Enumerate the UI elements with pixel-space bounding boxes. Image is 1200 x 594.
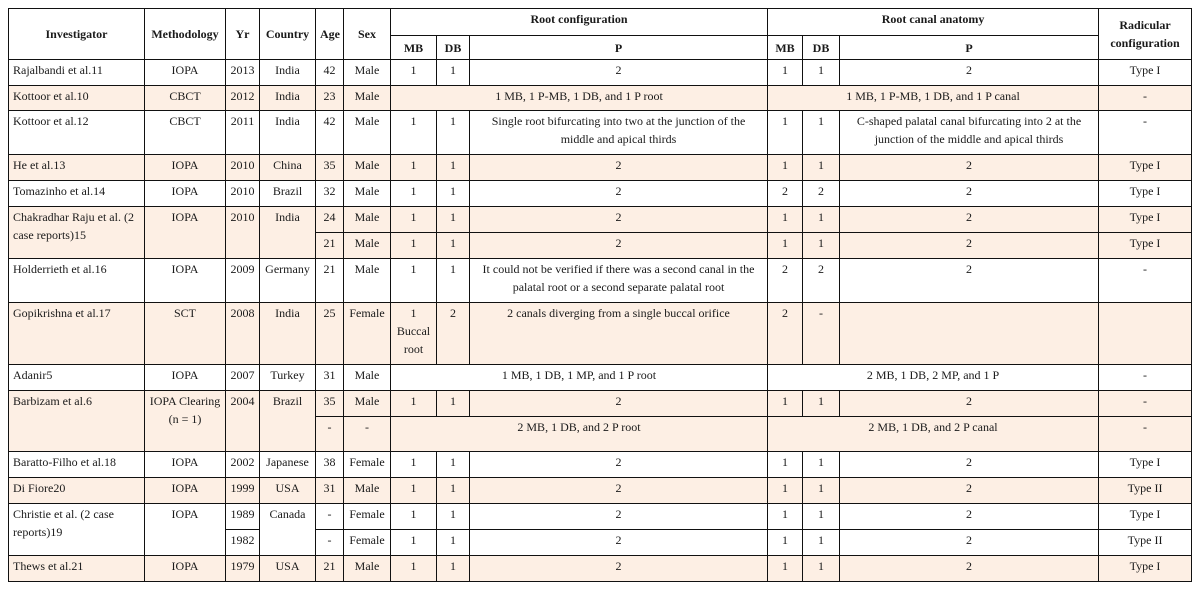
canal-db-cell: 1 — [803, 478, 840, 504]
header-root-canal-anatomy: Root canal anatomy — [768, 9, 1099, 36]
year-cell: 2007 — [226, 365, 260, 391]
radicular-cell: - — [1099, 111, 1192, 155]
canal-db-cell: 1 — [803, 155, 840, 181]
root-p-cell: 2 — [470, 233, 768, 259]
root-p-cell: It could not be verified if there was a second canal in the palatal root or a second separate palatal root — [470, 259, 768, 303]
header-methodology: Methodology — [145, 9, 226, 60]
sex-cell: Female — [344, 452, 391, 478]
sex-cell: Male — [344, 556, 391, 582]
canal-db-cell: 1 — [803, 207, 840, 233]
root-p-cell: 2 — [470, 452, 768, 478]
year-cell: 2011 — [226, 111, 260, 155]
root-db-cell: 2 — [437, 303, 470, 365]
age-cell: 25 — [316, 303, 344, 365]
year-cell: 1999 — [226, 478, 260, 504]
canal-mb-cell: 1 — [768, 155, 803, 181]
country-cell: Canada — [260, 504, 316, 556]
investigator-cell: Di Fiore20 — [9, 478, 145, 504]
canal-p-cell — [840, 303, 1099, 365]
subheader-root-db: DB — [437, 36, 470, 60]
radicular-cell — [1099, 303, 1192, 365]
header-sex: Sex — [344, 9, 391, 60]
radicular-cell: Type I — [1099, 233, 1192, 259]
table-row — [9, 391, 1192, 417]
canal-p-cell: 2 — [840, 391, 1099, 417]
root-db-cell: 1 — [437, 391, 470, 417]
root-db-cell: 1 — [437, 452, 470, 478]
investigator-cell: Adanir5 — [9, 365, 145, 391]
canal-p-cell: 2 — [840, 556, 1099, 582]
subheader-canal-db: DB — [803, 36, 840, 60]
country-cell: Germany — [260, 259, 316, 303]
canal-p-cell: 2 — [840, 207, 1099, 233]
root-configuration-merged-cell: 1 MB, 1 P-MB, 1 DB, and 1 P root — [391, 86, 768, 111]
canal-db-cell: 2 — [803, 181, 840, 207]
year-cell: 2012 — [226, 86, 260, 111]
age-cell: 32 — [316, 181, 344, 207]
canal-p-cell: 2 — [840, 181, 1099, 207]
canal-p-cell: 2 — [840, 259, 1099, 303]
sex-cell: Male — [344, 391, 391, 417]
root-mb-cell: 1 — [391, 452, 437, 478]
year-cell: 1982 — [226, 530, 260, 556]
root-mb-cell: 1 — [391, 207, 437, 233]
age-cell: 35 — [316, 155, 344, 181]
investigator-cell: Chakradhar Raju et al. (2 case reports)15 — [9, 207, 145, 259]
methodology-cell: IOPA — [145, 452, 226, 478]
root-db-cell: 1 — [437, 233, 470, 259]
root-mb-cell: 1 — [391, 556, 437, 582]
investigator-cell: Tomazinho et al.14 — [9, 181, 145, 207]
root-p-cell: 2 — [470, 181, 768, 207]
radicular-cell: Type I — [1099, 60, 1192, 86]
country-cell: India — [260, 111, 316, 155]
root-mb-cell: 1 — [391, 259, 437, 303]
age-cell: 35 — [316, 391, 344, 417]
radicular-cell: Type II — [1099, 530, 1192, 556]
canal-mb-cell: 1 — [768, 207, 803, 233]
header-root-configuration: Root configuration — [391, 9, 768, 36]
country-cell: Turkey — [260, 365, 316, 391]
header-country: Country — [260, 9, 316, 60]
table-row — [9, 111, 1192, 155]
radicular-cell: Type I — [1099, 504, 1192, 530]
canal-mb-cell: 1 — [768, 60, 803, 86]
header-year: Yr — [226, 9, 260, 60]
country-cell: China — [260, 155, 316, 181]
canal-mb-cell: 2 — [768, 181, 803, 207]
investigator-cell: Barbizam et al.6 — [9, 391, 145, 452]
country-cell: India — [260, 303, 316, 365]
root-configuration-merged-cell: 2 MB, 1 DB, and 2 P root — [391, 417, 768, 452]
root-db-cell: 1 — [437, 207, 470, 233]
year-cell: 1989 — [226, 504, 260, 530]
canal-anatomy-merged-cell: 2 MB, 1 DB, 2 MP, and 1 P — [768, 365, 1099, 391]
year-cell: 2010 — [226, 181, 260, 207]
root-mb-cell: 1 — [391, 233, 437, 259]
root-db-cell: 1 — [437, 478, 470, 504]
country-cell: Japanese — [260, 452, 316, 478]
investigator-cell: Baratto-Filho et al.18 — [9, 452, 145, 478]
methodology-cell: IOPA — [145, 60, 226, 86]
table-row — [9, 207, 1192, 233]
table-row — [9, 86, 1192, 111]
radicular-cell: Type I — [1099, 155, 1192, 181]
investigator-cell: Kottoor et al.10 — [9, 86, 145, 111]
radicular-cell: Type I — [1099, 556, 1192, 582]
root-p-cell: 2 — [470, 504, 768, 530]
canal-p-cell: C-shaped palatal canal bifurcating into 2 at the junction of the middle and apical thirds — [840, 111, 1099, 155]
investigator-cell: He et al.13 — [9, 155, 145, 181]
sex-cell: Male — [344, 365, 391, 391]
canal-db-cell: 1 — [803, 556, 840, 582]
root-p-cell: Single root bifurcating into two at the junction of the middle and apical thirds — [470, 111, 768, 155]
canal-db-cell: 1 — [803, 504, 840, 530]
country-cell: India — [260, 60, 316, 86]
methodology-cell: IOPA — [145, 207, 226, 259]
investigator-cell: Kottoor et al.12 — [9, 111, 145, 155]
methodology-cell: IOPA — [145, 556, 226, 582]
root-mb-cell: 1 — [391, 504, 437, 530]
methodology-cell: IOPA — [145, 504, 226, 556]
canal-db-cell: 1 — [803, 60, 840, 86]
subheader-root-mb: MB — [391, 36, 437, 60]
sex-cell: Male — [344, 111, 391, 155]
methodology-cell: CBCT — [145, 86, 226, 111]
year-cell: 1979 — [226, 556, 260, 582]
investigator-cell: Christie et al. (2 case reports)19 — [9, 504, 145, 556]
methodology-cell: IOPA Clearing (n = 1) — [145, 391, 226, 452]
canal-mb-cell: 1 — [768, 478, 803, 504]
country-cell: India — [260, 207, 316, 259]
year-cell: 2009 — [226, 259, 260, 303]
canal-db-cell: - — [803, 303, 840, 365]
sex-cell: Female — [344, 303, 391, 365]
year-cell: 2008 — [226, 303, 260, 365]
age-cell: 42 — [316, 60, 344, 86]
canal-anatomy-merged-cell: 1 MB, 1 P-MB, 1 DB, and 1 P canal — [768, 86, 1099, 111]
root-configuration-merged-cell: 1 MB, 1 DB, 1 MP, and 1 P root — [391, 365, 768, 391]
canal-p-cell: 2 — [840, 530, 1099, 556]
canal-db-cell: 1 — [803, 111, 840, 155]
sex-cell: Male — [344, 86, 391, 111]
root-mb-cell: 1 — [391, 60, 437, 86]
root-mb-cell: 1 — [391, 181, 437, 207]
investigator-cell: Rajalbandi et al.11 — [9, 60, 145, 86]
root-p-cell: 2 — [470, 556, 768, 582]
canal-mb-cell: 1 — [768, 530, 803, 556]
root-db-cell: 1 — [437, 155, 470, 181]
table-row — [9, 303, 1192, 365]
canal-mb-cell: 1 — [768, 452, 803, 478]
sex-cell: Female — [344, 504, 391, 530]
canal-p-cell: 2 — [840, 504, 1099, 530]
country-cell: USA — [260, 556, 316, 582]
radicular-cell: - — [1099, 259, 1192, 303]
country-cell: Brazil — [260, 391, 316, 452]
sex-cell: Male — [344, 259, 391, 303]
subheader-canal-mb: MB — [768, 36, 803, 60]
methodology-cell: SCT — [145, 303, 226, 365]
canal-p-cell: 2 — [840, 155, 1099, 181]
table-row — [9, 155, 1192, 181]
root-p-cell: 2 — [470, 207, 768, 233]
table-row — [9, 181, 1192, 207]
canal-p-cell: 2 — [840, 60, 1099, 86]
root-mb-cell: 1 — [391, 155, 437, 181]
methodology-cell: IOPA — [145, 365, 226, 391]
radicular-cell: - — [1099, 86, 1192, 111]
radicular-cell: Type I — [1099, 181, 1192, 207]
root-db-cell: 1 — [437, 556, 470, 582]
country-cell: USA — [260, 478, 316, 504]
table-row — [9, 556, 1192, 582]
age-cell: 23 — [316, 86, 344, 111]
methodology-cell: IOPA — [145, 478, 226, 504]
year-cell: 2010 — [226, 155, 260, 181]
canal-mb-cell: 2 — [768, 303, 803, 365]
root-db-cell: 1 — [437, 259, 470, 303]
canal-mb-cell: 1 — [768, 233, 803, 259]
root-db-cell: 1 — [437, 60, 470, 86]
canal-p-cell: 2 — [840, 452, 1099, 478]
age-cell: 31 — [316, 365, 344, 391]
root-mb-cell: 1 — [391, 391, 437, 417]
sex-cell: Male — [344, 207, 391, 233]
root-mb-cell: 1 — [391, 111, 437, 155]
sex-cell: Male — [344, 60, 391, 86]
age-cell: - — [316, 417, 344, 452]
root-db-cell: 1 — [437, 504, 470, 530]
table-row — [9, 504, 1192, 530]
canal-mb-cell: 1 — [768, 504, 803, 530]
root-mb-cell: 1 — [391, 478, 437, 504]
radicular-cell: - — [1099, 365, 1192, 391]
canal-db-cell: 1 — [803, 452, 840, 478]
canal-mb-cell: 1 — [768, 391, 803, 417]
canal-db-cell: 1 — [803, 391, 840, 417]
investigator-cell: Thews et al.21 — [9, 556, 145, 582]
subheader-root-p: P — [470, 36, 768, 60]
canal-mb-cell: 1 — [768, 111, 803, 155]
root-db-cell: 1 — [437, 181, 470, 207]
country-cell: Brazil — [260, 181, 316, 207]
canal-p-cell: 2 — [840, 478, 1099, 504]
year-cell: 2010 — [226, 207, 260, 259]
table-row — [9, 60, 1192, 86]
age-cell: 21 — [316, 233, 344, 259]
investigator-cell: Gopikrishna et al.17 — [9, 303, 145, 365]
sex-cell: Male — [344, 181, 391, 207]
canal-db-cell: 2 — [803, 259, 840, 303]
table-row — [9, 365, 1192, 391]
header-investigator: Investigator — [9, 9, 145, 60]
radicular-cell: Type I — [1099, 452, 1192, 478]
methodology-cell: IOPA — [145, 155, 226, 181]
subheader-canal-p: P — [840, 36, 1099, 60]
radicular-cell: Type II — [1099, 478, 1192, 504]
table-row — [9, 452, 1192, 478]
table-row — [9, 259, 1192, 303]
root-p-cell: 2 canals diverging from a single buccal orifice — [470, 303, 768, 365]
radicular-cell: - — [1099, 417, 1192, 452]
age-cell: 42 — [316, 111, 344, 155]
sex-cell: Female — [344, 530, 391, 556]
radicular-cell: Type I — [1099, 207, 1192, 233]
sex-cell: - — [344, 417, 391, 452]
methodology-cell: IOPA — [145, 259, 226, 303]
age-cell: 24 — [316, 207, 344, 233]
root-p-cell: 2 — [470, 391, 768, 417]
root-p-cell: 2 — [470, 60, 768, 86]
header-age: Age — [316, 9, 344, 60]
age-cell: 21 — [316, 556, 344, 582]
canal-mb-cell: 1 — [768, 556, 803, 582]
root-db-cell: 1 — [437, 111, 470, 155]
canal-anatomy-merged-cell: 2 MB, 1 DB, and 2 P canal — [768, 417, 1099, 452]
root-mb-cell: 1 — [391, 530, 437, 556]
sex-cell: Male — [344, 233, 391, 259]
header-radicular-configuration: Radicular configuration — [1099, 9, 1192, 60]
age-cell: - — [316, 530, 344, 556]
sex-cell: Male — [344, 478, 391, 504]
canal-mb-cell: 2 — [768, 259, 803, 303]
canal-db-cell: 1 — [803, 233, 840, 259]
year-cell: 2004 — [226, 391, 260, 452]
age-cell: 31 — [316, 478, 344, 504]
root-p-cell: 2 — [470, 155, 768, 181]
year-cell: 2002 — [226, 452, 260, 478]
radicular-cell: - — [1099, 391, 1192, 417]
root-p-cell: 2 — [470, 478, 768, 504]
case-reports-table — [8, 8, 1192, 582]
methodology-cell: IOPA — [145, 181, 226, 207]
root-db-cell: 1 — [437, 530, 470, 556]
year-cell: 2013 — [226, 60, 260, 86]
country-cell: India — [260, 86, 316, 111]
table-row — [9, 478, 1192, 504]
methodology-cell: CBCT — [145, 111, 226, 155]
investigator-cell: Holderrieth et al.16 — [9, 259, 145, 303]
age-cell: 21 — [316, 259, 344, 303]
root-p-cell: 2 — [470, 530, 768, 556]
canal-db-cell: 1 — [803, 530, 840, 556]
sex-cell: Male — [344, 155, 391, 181]
age-cell: - — [316, 504, 344, 530]
canal-p-cell: 2 — [840, 233, 1099, 259]
age-cell: 38 — [316, 452, 344, 478]
root-mb-cell: 1 Buccal root — [391, 303, 437, 365]
